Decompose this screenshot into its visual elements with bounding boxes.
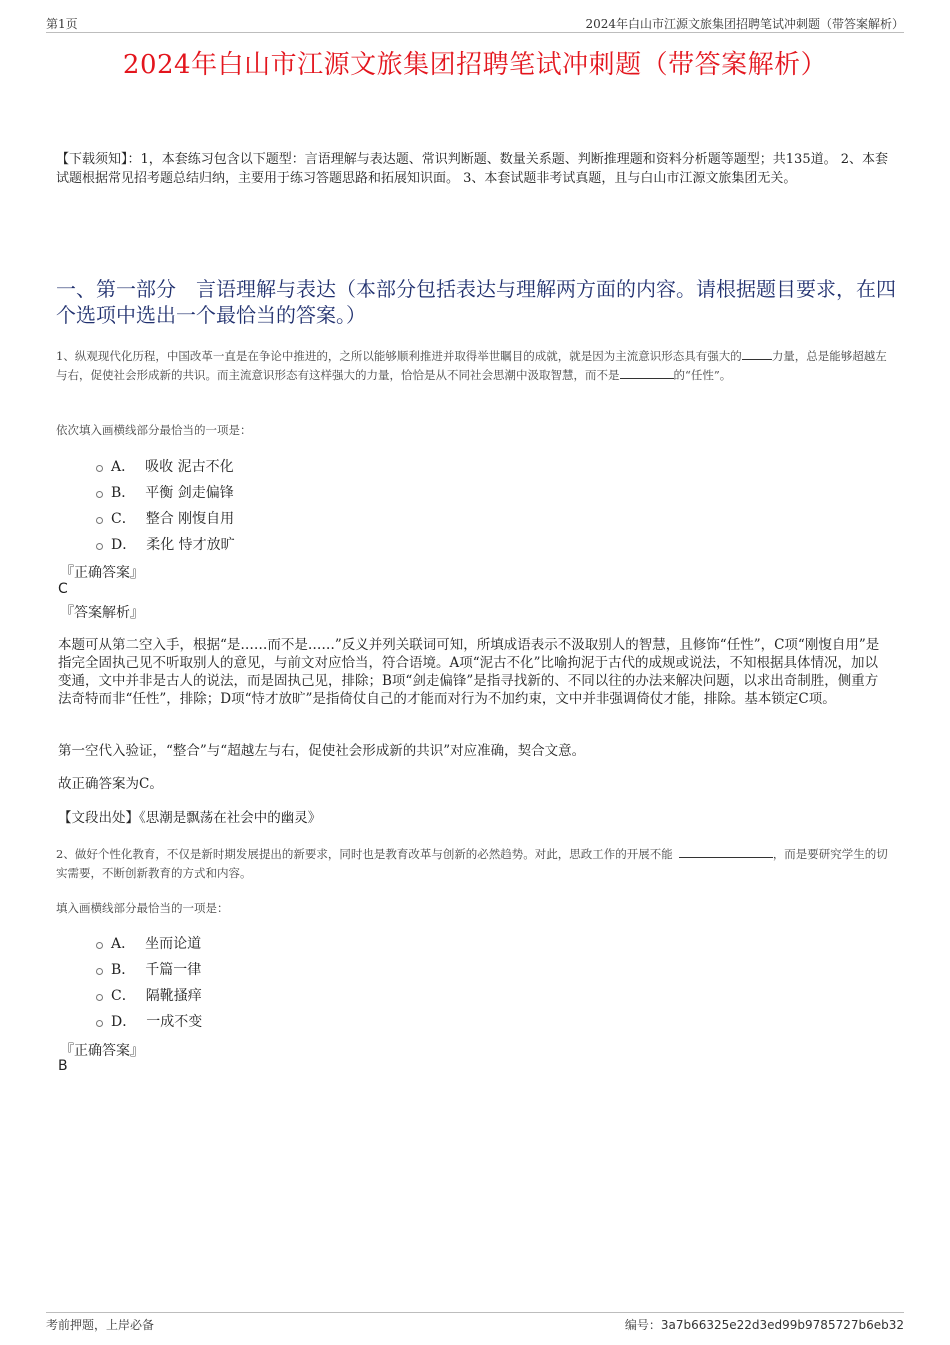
blank-2 xyxy=(620,366,674,379)
download-notice: 【下载须知】：1，本套练习包含以下题型：言语理解与表达题、常识判断题、数量关系题、判断推理题和资料分析题等题型；共135道。 2、本套试题根据常见招考题总结归纳，主要用于练习答题思路和拓展知识面。 3、本套试题非考试真题，且与白山市江源文旅集团无关。 xyxy=(56,152,888,186)
analysis-text: 本题可从第二空入手，根据“是……而不是……”反义并列关联词可知，所填成语表示不汲取别人的智慧，且修饰“任性”，C项“刚愎自用”是指完全固执己见不听取别人的意见，与前文对应恰当，符合语境。A项“泥古不化”比喻拘泥于古代的成规或说法，不知根据具体情况，加以变通，文中并非是古人的说法，而是固执己见，排除；B项“剑走偏锋”是指寻找新的、不同以往的办法来解决问题，以求出奇制胜，侧重方法奇特而非“任性”，排除；D项“恃才放旷”是指倚仗自己的才能而对行为不加约束，文中并非强调倚仗才能，排除。基本锁定C项。 xyxy=(58,637,880,707)
option-a[interactable]: A． 吸收 泥古不化 xyxy=(96,453,235,479)
option-b[interactable]: B． 平衡 剑走偏锋 xyxy=(96,479,235,505)
question-1-text xyxy=(56,347,898,385)
page-number: 第1页 xyxy=(46,17,78,31)
page-title: 2024年白山市江源文旅集团招聘笔试冲刺题（带答案解析） xyxy=(122,50,828,80)
radio-icon[interactable] xyxy=(96,968,103,975)
question-1-instruction: 依次填入画横线部分最恰当的一项是： xyxy=(56,423,252,437)
option-d[interactable]: D． 柔化 恃才放旷 xyxy=(96,531,235,557)
option-a[interactable]: A． 坐而论道 xyxy=(96,930,202,956)
analysis-para-2: 第一空代入验证，“整合”与“超越左与右，促使社会形成新的共识”对应准确，契合文意。 xyxy=(58,743,586,759)
radio-icon[interactable] xyxy=(96,517,103,524)
question-2-text xyxy=(56,845,898,883)
question-1-text-b: 力量，总是能够超越左与右，促使社会形成新的共识。而主流意识形态有这样强大的力量，恰恰是从不同社会思潮中汲取智慧，而不是 xyxy=(56,349,887,382)
analysis-conclusion: 故正确答案为C。 xyxy=(58,776,163,792)
radio-icon[interactable] xyxy=(96,465,103,472)
answer-value: C xyxy=(58,581,68,597)
question-2-instruction: 填入画横线部分最恰当的一项是： xyxy=(56,901,229,915)
blank-1 xyxy=(742,347,772,360)
blank-1 xyxy=(679,845,773,858)
page-footer xyxy=(46,1312,904,1331)
radio-icon[interactable] xyxy=(96,491,103,498)
radio-icon[interactable] xyxy=(96,994,103,1001)
section-title: 一、第一部分 言语理解与表达（本部分包括表达与理解两方面的内容。请根据题目要求，在四个选项中选出一个最恰当的答案。） xyxy=(56,277,896,327)
answer-label: 『正确答案』 xyxy=(60,565,144,581)
header-doc-title: 2024年白山市江源文旅集团招聘笔试冲刺题（带答案解析） xyxy=(585,17,904,31)
footer-code: 编号：3a7b66325e22d3ed99b9785727b6eb32 xyxy=(624,1318,904,1332)
question-1-text-c: 的“任性”。 xyxy=(673,368,732,382)
answer-label: 『正确答案』 xyxy=(60,1043,144,1059)
question-1-text-a: 1、纵观现代化历程，中国改革一直是在争论中推进的，之所以能够顺利推进并取得举世瞩目的成就，就是因为主流意识形态具有强大的 xyxy=(56,349,742,363)
question-2-options xyxy=(96,930,202,1034)
option-c[interactable]: C． 整合 刚愎自用 xyxy=(96,505,235,531)
option-c[interactable]: C． 隔靴搔痒 xyxy=(96,982,202,1008)
page-header xyxy=(46,14,904,33)
answer-value: B xyxy=(58,1058,68,1074)
radio-icon[interactable] xyxy=(96,543,103,550)
radio-icon[interactable] xyxy=(96,942,103,949)
analysis-label: 『答案解析』 xyxy=(60,605,144,621)
question-1-options xyxy=(96,453,235,557)
option-b[interactable]: B． 千篇一律 xyxy=(96,956,202,982)
footer-slogan: 考前押题，上岸必备 xyxy=(46,1318,155,1332)
radio-icon[interactable] xyxy=(96,1020,103,1027)
passage-source: 【文段出处】《思潮是飘荡在社会中的幽灵》 xyxy=(58,810,322,826)
option-d[interactable]: D． 一成不变 xyxy=(96,1008,202,1034)
question-2-text-a: 2、做好个性化教育，不仅是新时期发展提出的新要求，同时也是教育改革与创新的必然趋势。对此，思政工作的开展不能 xyxy=(56,847,673,861)
question-2-text-b: ，而是要研究学生的切实需要，不断创新教育的方式和内容。 xyxy=(56,847,888,880)
